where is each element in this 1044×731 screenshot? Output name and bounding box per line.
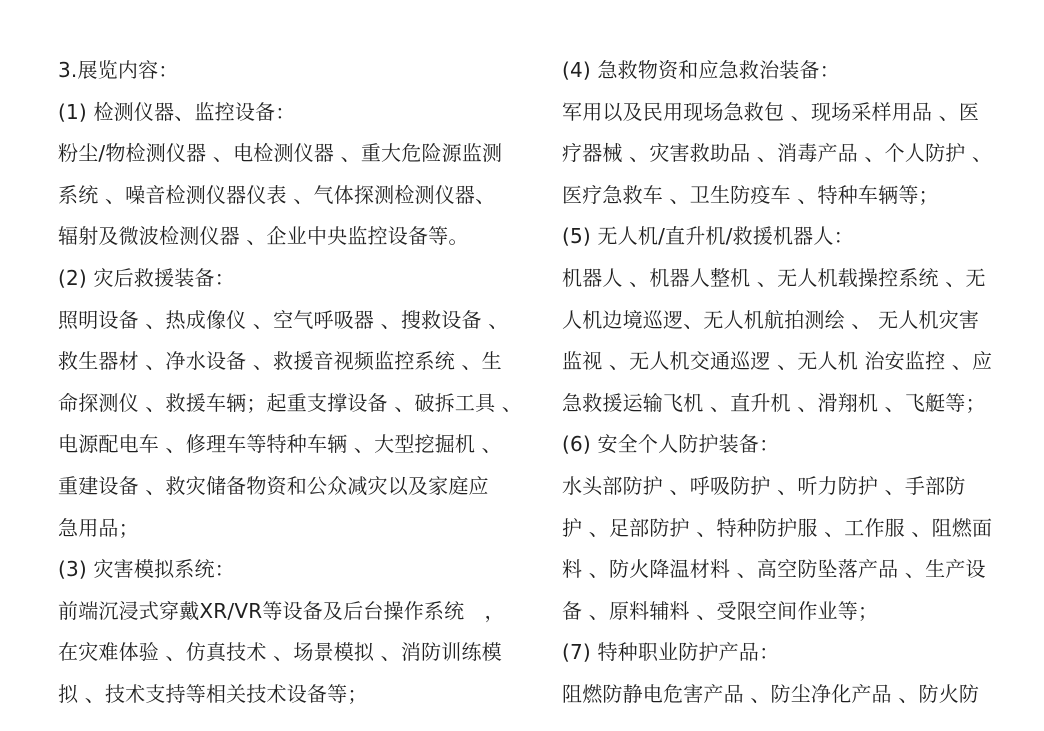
text-line: 监视 、无人机交通巡逻 、无人机 治安监控 、应 <box>562 349 993 374</box>
subsection-heading-1: (1) 检测仪器、监控设备： <box>58 99 296 124</box>
subsection-heading-6: (6) 安全个人防护装备： <box>562 432 780 457</box>
section-heading: 3.展览内容： <box>58 58 179 82</box>
text-line: 医疗急救车 、卫生防疫车 、特种车辆等； <box>562 182 939 207</box>
text-line: 拟 、技术支持等相关技术设备等； <box>58 681 368 706</box>
text-line: 电源配电车 、修理车等特种车辆 、大型挖掘机 、 <box>58 432 502 457</box>
text-line: 救生器材 、净水设备 、救援音视频监控系统 、生 <box>58 349 502 374</box>
text-line: 阻燃防静电危害产品 、防尘净化产品 、防火防 <box>562 681 980 706</box>
text-line: 水头部防护 、呼吸防护 、听力防护 、手部防 <box>562 473 966 498</box>
text-line: 机器人 、机器人整机 、无人机载操控系统 、无 <box>562 265 986 290</box>
text-line: 重建设备 、救灾储备物资和公众减灾以及家庭应 <box>58 473 489 498</box>
text-line: 粉尘/物检测仪器 、电检测仪器 、重大危险源监测 <box>58 141 503 166</box>
text-line: 命探测仪 、救援车辆；起重支撑设备 、破拆工具 、 <box>58 390 523 415</box>
subsection-heading-5: (5) 无人机/直升机/救援机器人： <box>562 224 854 249</box>
text-line: 系统 、噪音检测仪器仪表 、气体探测检测仪器、 <box>58 182 496 207</box>
text-line: 料 、防火降温材料 、高空防坠落产品 、生产设 <box>562 557 986 582</box>
subsection-heading-3: (3) 灾害模拟系统： <box>58 557 235 582</box>
text-line: 军用以及民用现场急救包 、现场采样用品 、医 <box>562 99 980 124</box>
subsection-heading-4: (4) 急救物资和应急救治装备： <box>562 58 840 82</box>
right-column <box>562 50 1002 716</box>
text-line: 前端沉浸式穿戴XR/VR等设备及后台操作系统 ， <box>58 598 505 623</box>
text-line: 急救援运输飞机 、直升机 、滑翔机 、飞艇等； <box>562 390 986 415</box>
text-line: 人机边境巡逻、无人机航拍测绘 、 无人机灾害 <box>562 307 980 332</box>
text-line: 护 、足部防护 、特种防护服 、工作服 、阻燃面 <box>562 515 993 540</box>
left-column <box>58 50 528 716</box>
subsection-heading-2: (2) 灾后救援装备： <box>58 265 235 290</box>
text-line: 备 、原料辅料 、受限空间作业等； <box>562 598 879 623</box>
text-line: 辐射及微波检测仪器 、企业中央监控设备等。 <box>58 224 469 249</box>
subsection-heading-7: (7) 特种职业防护产品： <box>562 640 780 665</box>
text-line: 照明设备 、热成像仪 、空气呼吸器 、搜救设备 、 <box>58 307 509 332</box>
text-line: 在灾难体验 、仿真技术 、场景模拟 、消防训练模 <box>58 640 502 665</box>
text-line: 急用品； <box>58 515 139 540</box>
text-line: 疗器械 、灾害救助品 、消毒产品 、个人防护 、 <box>562 141 993 166</box>
